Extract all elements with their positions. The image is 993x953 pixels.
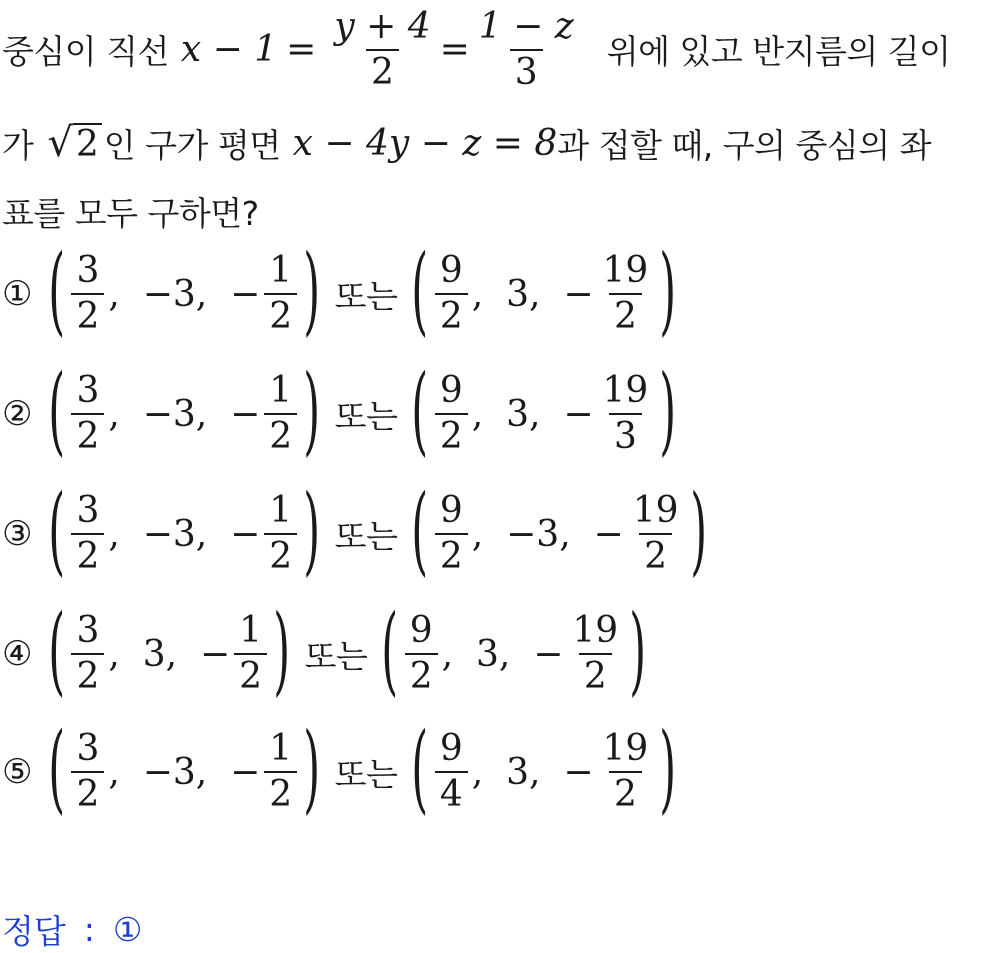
point-1 [46, 474, 323, 586]
right-paren-icon: ) [303, 234, 321, 346]
fraction-denominator: 2 [264, 533, 297, 576]
fraction-denominator: 2 [71, 413, 104, 456]
right-paren-icon: ) [659, 354, 677, 466]
comma: , [471, 273, 507, 315]
fraction-numerator: 1 [269, 250, 293, 292]
choice-marker: ① [2, 274, 32, 314]
left-paren-icon: ( [411, 354, 429, 466]
point-1 [46, 234, 323, 346]
point-2 [409, 712, 678, 824]
comma: , [108, 513, 143, 555]
minus-sign: − [533, 633, 564, 675]
comma: , [195, 273, 231, 315]
fraction-denominator: 2 [264, 293, 297, 336]
point-1 [46, 712, 323, 824]
comma: , [529, 751, 564, 793]
comma: , [471, 751, 507, 793]
comma: , [195, 513, 231, 555]
y-coordinate: 3 [506, 393, 530, 435]
fraction [264, 372, 297, 456]
fraction [264, 252, 297, 336]
choice-item-1[interactable] [2, 234, 679, 346]
right-paren-icon: ) [659, 712, 677, 824]
minus-sign: − [230, 393, 261, 435]
question-line-3 [2, 188, 259, 235]
minus-sign: − [593, 513, 624, 555]
question-text: 중심이 직선 [2, 32, 169, 72]
question-line-1 [2, 8, 950, 92]
fraction-numerator: 1 [269, 490, 293, 532]
point-2 [409, 354, 678, 466]
equation-lhs: x − 1 [180, 29, 278, 71]
conjunction-text: 또는 [334, 276, 398, 316]
question-line-2 [2, 120, 931, 167]
radicand: 2 [73, 123, 102, 164]
point-2 [409, 234, 678, 346]
equals-sign: = [439, 29, 470, 71]
fraction-numerator: 1 [239, 610, 263, 652]
fraction [264, 730, 297, 814]
y-coordinate: 3 [142, 633, 166, 675]
comma: , [498, 633, 534, 675]
left-paren-icon: ( [48, 234, 66, 346]
fraction-denominator: 2 [405, 653, 438, 696]
fraction-numerator: 3 [76, 728, 100, 770]
fraction-numerator: 19 [632, 490, 679, 532]
fraction [435, 372, 468, 456]
choice-item-5[interactable] [2, 712, 679, 824]
fraction-numerator: 9 [439, 490, 463, 532]
right-paren-icon: ) [303, 474, 321, 586]
fraction [435, 252, 468, 336]
square-root [47, 120, 101, 167]
minus-sign: − [563, 273, 594, 315]
right-paren-icon: ) [273, 594, 291, 706]
fraction [435, 730, 468, 814]
fraction [628, 492, 684, 576]
fraction-denominator: 2 [609, 293, 642, 336]
question-text: 인 구가 평면 [103, 126, 281, 165]
fraction-numerator: 3 [76, 250, 100, 292]
comma: , [529, 393, 564, 435]
point-2 [409, 474, 709, 586]
point-1 [46, 594, 292, 706]
y-coordinate: −3 [142, 273, 196, 315]
answer-line [2, 906, 142, 953]
minus-sign: − [199, 633, 231, 675]
question-text: 과 접할 때, 구의 중심의 좌 [557, 126, 931, 165]
conjunction-text: 또는 [304, 636, 368, 676]
fraction [71, 612, 104, 696]
fraction [329, 8, 435, 92]
fraction-denominator: 2 [366, 49, 399, 92]
fraction-numerator: 19 [602, 370, 649, 412]
left-paren-icon: ( [381, 594, 399, 706]
fraction-numerator: 3 [76, 610, 100, 652]
fraction-denominator: 2 [264, 413, 297, 456]
choice-marker: ⑤ [2, 752, 32, 792]
fraction-denominator: 2 [435, 413, 468, 456]
comma: , [108, 393, 143, 435]
fraction [71, 492, 104, 576]
right-paren-icon: ) [303, 712, 321, 824]
fraction-numerator: 9 [439, 370, 463, 412]
fraction-denominator: 2 [639, 533, 672, 576]
y-coordinate: −3 [142, 393, 196, 435]
comma: , [529, 273, 564, 315]
point-1 [46, 354, 323, 466]
fraction-numerator: y + 4 [334, 6, 431, 47]
left-paren-icon: ( [411, 234, 429, 346]
y-coordinate: −3 [506, 513, 560, 555]
fraction-numerator: 9 [439, 250, 463, 292]
comma: , [195, 393, 231, 435]
fraction-denominator: 2 [579, 653, 612, 696]
comma: , [195, 751, 231, 793]
answer-label: 정답 [2, 912, 66, 951]
y-coordinate: 3 [475, 633, 499, 675]
answer-value: ① [112, 910, 143, 949]
y-coordinate: 3 [506, 751, 530, 793]
conjunction-text: 또는 [334, 396, 398, 436]
fraction [474, 8, 579, 92]
minus-sign: − [230, 751, 261, 793]
fraction-denominator: 2 [71, 653, 104, 696]
fraction-denominator: 2 [264, 771, 297, 814]
comma: , [441, 633, 476, 675]
fraction-denominator: 2 [71, 533, 104, 576]
fraction [71, 730, 104, 814]
left-paren-icon: ( [48, 474, 66, 586]
fraction-numerator: 19 [602, 250, 649, 292]
fraction-denominator: 2 [435, 533, 468, 576]
choice-marker: ③ [2, 514, 32, 554]
fraction-numerator: 3 [76, 370, 100, 412]
question-text: 가 [2, 126, 34, 165]
comma: , [559, 513, 594, 555]
comma: , [165, 633, 200, 675]
fraction-numerator: 1 − z [478, 6, 574, 47]
left-paren-icon: ( [48, 354, 66, 466]
choice-marker: ② [2, 394, 32, 434]
fraction [598, 252, 654, 336]
fraction [598, 372, 654, 456]
y-coordinate: −3 [142, 513, 196, 555]
minus-sign: − [230, 273, 261, 315]
minus-sign: − [563, 393, 594, 435]
fraction-denominator: 2 [609, 771, 642, 814]
fraction-denominator: 2 [71, 293, 104, 336]
choice-item-2[interactable] [2, 354, 679, 466]
fraction [405, 612, 438, 696]
right-paren-icon: ) [303, 354, 321, 466]
plane-equation: x − 4y − z = 8 [292, 123, 558, 164]
fraction [71, 252, 104, 336]
left-paren-icon: ( [411, 474, 429, 586]
fraction-denominator: 3 [510, 49, 543, 92]
fraction [598, 730, 654, 814]
right-paren-icon: ) [689, 474, 707, 586]
choice-item-4[interactable] [2, 594, 649, 706]
equals-sign: = [286, 29, 317, 71]
left-paren-icon: ( [411, 712, 429, 824]
fraction-numerator: 1 [269, 370, 293, 412]
answer-separator: : [83, 910, 95, 949]
comma: , [471, 393, 507, 435]
comma: , [108, 273, 143, 315]
fraction-denominator: 3 [609, 413, 642, 456]
choice-item-3[interactable] [2, 474, 709, 586]
y-coordinate: 3 [506, 273, 530, 315]
left-paren-icon: ( [48, 594, 66, 706]
y-coordinate: −3 [142, 751, 196, 793]
question-text: 표를 모두 구하면? [2, 194, 259, 233]
right-paren-icon: ) [629, 594, 647, 706]
radical-sign-icon: √ [47, 120, 73, 167]
comma: , [108, 751, 143, 793]
fraction-numerator: 9 [439, 728, 463, 770]
question-text: 위에 있고 반지름의 길이 [606, 32, 951, 72]
fraction [567, 612, 623, 696]
fraction-denominator: 2 [234, 653, 267, 696]
right-paren-icon: ) [659, 234, 677, 346]
fraction-numerator: 9 [409, 610, 433, 652]
fraction [435, 492, 468, 576]
fraction-numerator: 19 [572, 610, 619, 652]
minus-sign: − [230, 513, 261, 555]
choice-marker: ④ [2, 634, 32, 674]
fraction-denominator: 2 [435, 293, 468, 336]
line-equation [181, 8, 583, 92]
fraction [71, 372, 104, 456]
point-2 [379, 594, 648, 706]
comma: , [108, 633, 143, 675]
left-paren-icon: ( [48, 712, 66, 824]
minus-sign: − [563, 751, 594, 793]
fraction-numerator: 19 [602, 728, 649, 770]
conjunction-text: 또는 [334, 754, 398, 794]
fraction-denominator: 2 [71, 771, 104, 814]
fraction-numerator: 3 [76, 490, 100, 532]
conjunction-text: 또는 [334, 516, 398, 556]
fraction [264, 492, 297, 576]
fraction [234, 612, 267, 696]
comma: , [471, 513, 507, 555]
fraction-denominator: 4 [435, 771, 468, 814]
fraction-numerator: 1 [269, 728, 293, 770]
